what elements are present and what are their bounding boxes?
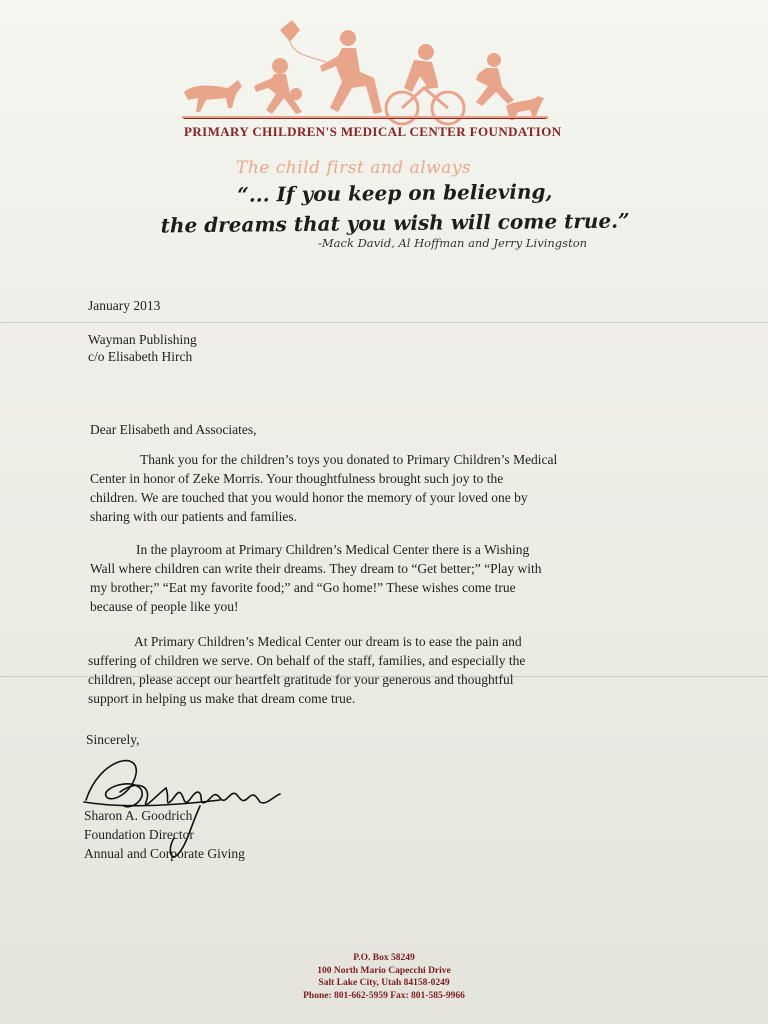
body-line: children. We are touched that you would honor the memory of your loved one by <box>90 490 528 505</box>
body-line: At Primary Children’s Medical Center our dream is to ease the pain and <box>134 634 522 649</box>
signer-name: Sharon A. Goodrich <box>84 808 193 823</box>
letter-date: January 2013 <box>88 298 161 313</box>
quote-line: the dreams that you wish will come true.” <box>160 208 630 238</box>
foundation-name: PRIMARY CHILDREN'S MEDICAL CENTER FOUNDATION <box>184 124 562 139</box>
footer-line: P.O. Box 58249 <box>353 953 415 963</box>
closing: Sincerely, <box>86 732 140 747</box>
quote-line: “... If you keep on believing, <box>237 179 553 207</box>
signer-title: Foundation Director <box>84 827 194 842</box>
footer-line: Phone: 801-662-5959 Fax: 801-585-9966 <box>303 990 465 1001</box>
quote-attribution: -Mack David, Al Hoffman and Jerry Livingston <box>318 236 588 250</box>
body-line: because of people like you! <box>90 599 239 614</box>
body-line: In the playroom at Primary Children’s Medical Center there is a Wishing <box>136 542 530 557</box>
body-line: Thank you for the children’s toys you donated to Primary Children’s Medical <box>140 452 558 467</box>
letterhead-rule <box>184 118 546 119</box>
footer-address <box>0 952 768 1002</box>
body-line: suffering of children we serve. On behalf of the staff, families, and especially the <box>88 653 526 668</box>
salutation: Dear Elisabeth and Associates, <box>90 422 257 437</box>
recipient-line: Wayman Publishing <box>88 332 197 347</box>
paper-fold <box>0 322 768 323</box>
recipient-line: c/o Elisabeth Hirch <box>88 349 193 364</box>
letterhead-quote <box>160 176 631 241</box>
body-line: my brother;” “Eat my favorite food;” and “Go home!” These wishes come true <box>90 580 516 595</box>
signer-department: Annual and Corporate Giving <box>84 846 245 861</box>
foundation-logo-illustration <box>176 16 556 128</box>
body-line: Center in honor of Zeke Morris. Your thoughtfulness brought such joy to the <box>90 471 504 486</box>
footer-line: 100 North Mario Capecchi Drive <box>317 965 451 976</box>
tagline: The child first and always <box>236 158 472 178</box>
footer-line: Salt Lake City, Utah 84158-0249 <box>318 978 450 988</box>
body-line: sharing with our patients and families. <box>90 509 297 524</box>
body-line: support in helping us make that dream come true. <box>88 691 356 706</box>
body-line: Wall where children can write their dreams. They dream to “Get better;” “Play with <box>90 561 542 576</box>
body-line: children, please accept our heartfelt gratitude for your generous and thoughtful <box>88 672 514 687</box>
